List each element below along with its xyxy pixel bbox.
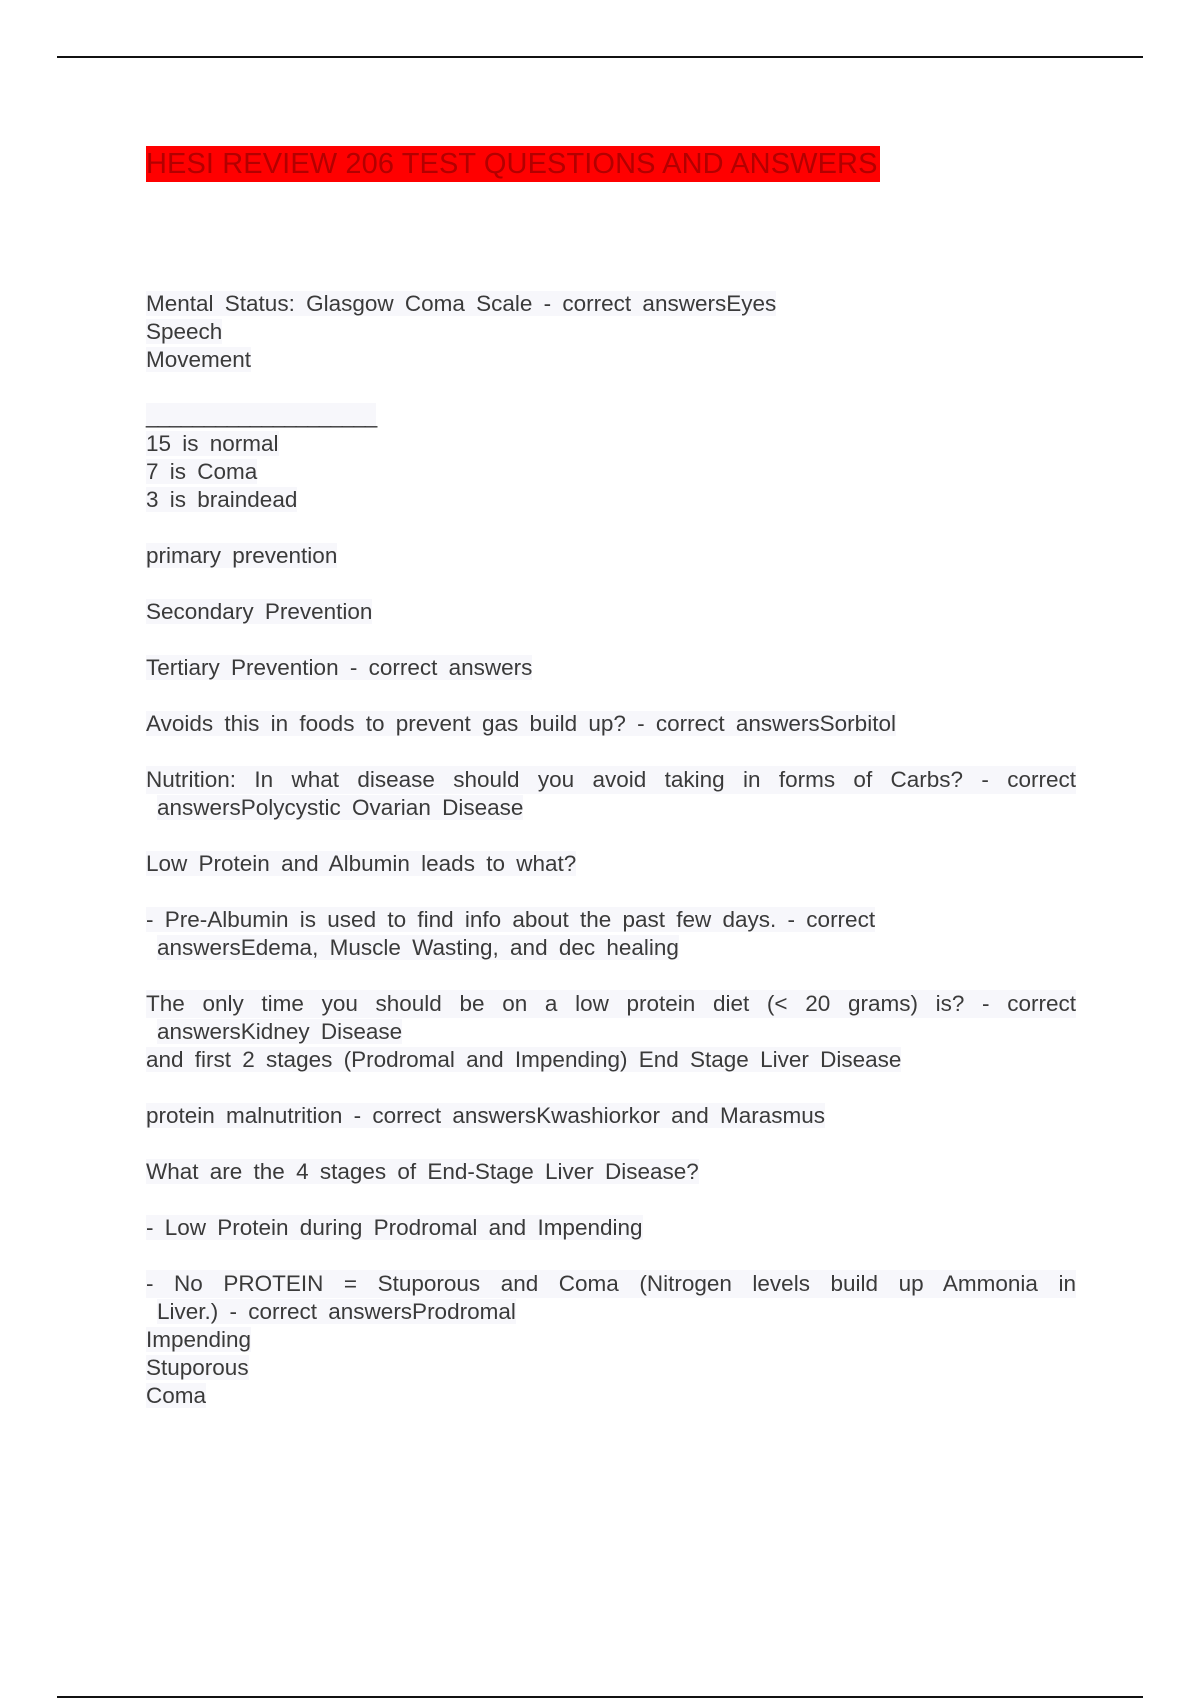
qa-text: Speech — [146, 319, 223, 344]
qa-text: Mental Status: Glasgow Coma Scale - correct answersEyes — [146, 291, 777, 316]
qa-text: 7 is Coma — [146, 459, 258, 484]
qa-line — [146, 1214, 1076, 1242]
qa-line — [146, 486, 1076, 514]
qa-text: answersKidney Disease — [157, 1019, 403, 1044]
qa-line — [146, 458, 1076, 486]
qa-text: 3 is braindead — [146, 487, 298, 512]
spacer — [146, 682, 1076, 710]
qa-entries — [146, 290, 1076, 1410]
qa-line — [146, 542, 1076, 570]
spacer — [146, 1242, 1076, 1270]
spacer — [146, 738, 1076, 766]
qa-text: Impending — [146, 1327, 252, 1352]
qa-text: Coma — [146, 1383, 207, 1408]
qa-text: Secondary Prevention — [146, 599, 373, 624]
qa-line: Nutrition: In what disease should you avoid taking in forms of Carbs? - correct — [146, 767, 1076, 792]
qa-line — [146, 906, 1076, 934]
qa-line — [146, 1046, 1076, 1074]
qa-text: 15 is normal — [146, 431, 279, 456]
qa-text: Low Protein and Albumin leads to what? — [146, 851, 577, 876]
qa-text: answersPolycystic Ovarian Disease — [157, 795, 524, 820]
qa-line — [146, 1158, 1076, 1186]
spacer — [146, 878, 1076, 906]
spacer — [146, 1130, 1076, 1158]
header-rule — [57, 56, 1143, 58]
qa-line — [146, 654, 1076, 682]
qa-text: and first 2 stages (Prodromal and Impending) End Stage Liver Disease — [146, 1047, 902, 1072]
qa-line — [146, 290, 1076, 318]
spacer — [146, 962, 1076, 990]
qa-line — [146, 598, 1076, 626]
qa-line — [146, 346, 1076, 374]
spacer — [146, 374, 1076, 402]
spacer — [146, 1074, 1076, 1102]
document-body — [146, 146, 1076, 1408]
document-title: HESI REVIEW 206 TEST QUESTIONS AND ANSWERS — [146, 148, 878, 180]
separator-line — [146, 402, 1076, 430]
qa-line — [146, 1326, 1076, 1354]
qa-line — [146, 430, 1076, 458]
spacer — [146, 626, 1076, 654]
qa-line — [146, 1298, 1076, 1326]
spacer — [146, 1186, 1076, 1214]
qa-line — [146, 710, 1076, 738]
qa-text: - Pre-Albumin is used to find info about the past few days. - correct — [146, 907, 876, 932]
qa-line: - No PROTEIN = Stuporous and Coma (Nitrogen levels build up Ammonia in — [146, 1271, 1076, 1296]
qa-line: The only time you should be on a low protein diet (< 20 grams) is? - correct — [146, 991, 1076, 1016]
qa-text: answersEdema, Muscle Wasting, and dec healing — [157, 935, 679, 960]
qa-text: Avoids this in foods to prevent gas build up? - correct answersSorbitol — [146, 711, 896, 736]
qa-line — [146, 794, 1076, 822]
qa-text: primary prevention — [146, 543, 338, 568]
qa-text: Stuporous — [146, 1355, 249, 1380]
footer-rule — [57, 1696, 1143, 1698]
qa-line — [146, 1354, 1076, 1382]
qa-text: Liver.) - correct answersProdromal — [157, 1299, 516, 1324]
spacer — [146, 570, 1076, 598]
qa-line — [146, 1102, 1076, 1130]
qa-text: protein malnutrition - correct answersKwashiorkor and Marasmus — [146, 1103, 825, 1128]
qa-line — [146, 1382, 1076, 1410]
spacer — [146, 822, 1076, 850]
qa-line — [146, 1018, 1076, 1046]
spacer — [146, 514, 1076, 542]
qa-text: What are the 4 stages of End-Stage Liver Disease? — [146, 1159, 699, 1184]
qa-text: Movement — [146, 347, 252, 372]
separator-text: ____________________ — [146, 403, 377, 428]
qa-line — [146, 318, 1076, 346]
qa-line — [146, 934, 1076, 962]
qa-text: Tertiary Prevention - correct answers — [146, 655, 533, 680]
qa-text: - Low Protein during Prodromal and Impending — [146, 1215, 643, 1240]
qa-line — [146, 850, 1076, 878]
